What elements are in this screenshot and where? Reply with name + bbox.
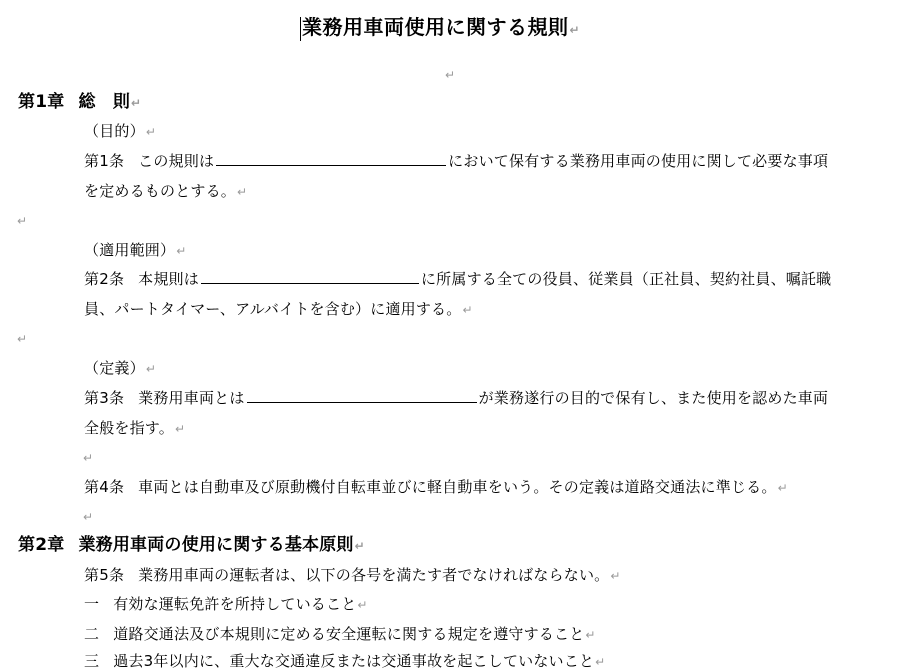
article-1-heading[interactable] bbox=[84, 121, 156, 142]
list-item-number: 二 bbox=[84, 625, 100, 643]
chapter-label: 第1章 bbox=[18, 92, 65, 112]
article-text: 車両とは自動車及び原動機付自転車並びに軽自動車をいう。その定義は道路交通法に準じる。 bbox=[138, 478, 777, 496]
paragraph-mark: ↵ bbox=[569, 23, 581, 37]
article-number: 第3条 bbox=[84, 389, 125, 407]
article-text-pre: この規則は bbox=[138, 152, 215, 170]
paragraph-mark: ↵ bbox=[585, 628, 596, 642]
list-item[interactable] bbox=[84, 651, 605, 672]
article-number: 第1条 bbox=[84, 152, 125, 170]
chapter-title: 総 則 bbox=[78, 92, 131, 112]
article-1-continuation[interactable] bbox=[84, 181, 247, 202]
paragraph-mark: ↵ bbox=[610, 569, 621, 583]
article-3-heading[interactable] bbox=[84, 358, 156, 379]
paragraph-mark: ↵ bbox=[176, 244, 187, 258]
article-3-text[interactable] bbox=[84, 388, 828, 408]
article-text-pre: 本規則は bbox=[138, 270, 199, 288]
list-item-number: 三 bbox=[84, 652, 100, 670]
paragraph-mark: ↵ bbox=[83, 451, 94, 465]
document-title-line[interactable] bbox=[300, 14, 580, 43]
empty-paragraph[interactable] bbox=[16, 210, 27, 231]
article-text-post: が業務遂行の目的で保有し、また使用を認めた車両 bbox=[478, 389, 829, 407]
paragraph-mark: ↵ bbox=[145, 362, 157, 376]
paragraph-mark: ↵ bbox=[131, 96, 142, 110]
article-1-text[interactable] bbox=[84, 151, 828, 171]
article-text-pre: 業務用車両とは bbox=[138, 389, 245, 407]
list-item[interactable] bbox=[84, 594, 368, 615]
article-5-text[interactable] bbox=[84, 565, 621, 586]
text-cursor bbox=[300, 17, 301, 41]
article-heading: （目的） bbox=[84, 122, 145, 140]
article-text-cont: 員、パートタイマー、アルバイトを含む）に適用する。 bbox=[84, 300, 462, 318]
article-text-cont: 全般を指す。 bbox=[84, 419, 175, 437]
paragraph-mark: ↵ bbox=[237, 185, 248, 199]
paragraph-mark: ↵ bbox=[354, 539, 365, 553]
article-2-continuation[interactable] bbox=[84, 299, 473, 320]
paragraph-mark: ↵ bbox=[357, 598, 368, 612]
article-heading: （定義） bbox=[84, 359, 145, 377]
article-text-cont: を定めるものとする。 bbox=[84, 182, 237, 200]
article-3-continuation[interactable] bbox=[84, 418, 185, 439]
chapter-title: 業務用車両の使用に関する基本原則 bbox=[78, 535, 354, 555]
paragraph-mark: ↵ bbox=[462, 303, 473, 317]
article-number: 第2条 bbox=[84, 270, 125, 288]
paragraph-mark: ↵ bbox=[175, 422, 186, 436]
paragraph-mark: ↵ bbox=[17, 214, 28, 228]
chapter-label: 第2章 bbox=[18, 535, 65, 555]
chapter-2-heading[interactable] bbox=[18, 534, 365, 557]
list-item-number: 一 bbox=[84, 595, 100, 613]
empty-paragraph[interactable] bbox=[82, 447, 93, 468]
paragraph-mark: ↵ bbox=[445, 68, 456, 82]
paragraph-mark: ↵ bbox=[145, 125, 157, 139]
empty-paragraph[interactable] bbox=[16, 328, 27, 349]
list-item[interactable] bbox=[84, 624, 596, 645]
paragraph-mark: ↵ bbox=[17, 332, 28, 346]
article-text-post: に所属する全ての役員、従業員（正社員、契約社員、嘱託職 bbox=[420, 270, 832, 288]
empty-paragraph[interactable] bbox=[444, 64, 455, 85]
article-2-heading[interactable] bbox=[84, 240, 186, 261]
article-text-post: において保有する業務用車両の使用に関して必要な事項 bbox=[448, 152, 829, 170]
article-number: 第4条 bbox=[84, 478, 125, 496]
paragraph-mark: ↵ bbox=[777, 481, 788, 495]
empty-paragraph[interactable] bbox=[82, 506, 93, 527]
fill-in-blank[interactable] bbox=[216, 151, 446, 166]
list-item-text: 道路交通法及び本規則に定める安全運転に関する規定を遵守すること bbox=[113, 625, 585, 643]
document-title: 業務用車両使用に関する規則 bbox=[302, 15, 569, 39]
paragraph-mark: ↵ bbox=[83, 510, 94, 524]
article-4-text[interactable] bbox=[84, 477, 788, 498]
fill-in-blank[interactable] bbox=[201, 269, 419, 284]
list-item-text: 過去3年以内に、重大な交通違反または交通事故を起こしていないこと bbox=[113, 652, 595, 670]
article-text: 業務用車両の運転者は、以下の各号を満たす者でなければならない。 bbox=[138, 566, 610, 584]
article-number: 第5条 bbox=[84, 566, 125, 584]
list-item-text: 有効な運転免許を所持していること bbox=[113, 595, 357, 613]
paragraph-mark: ↵ bbox=[595, 655, 606, 669]
article-2-text[interactable] bbox=[84, 269, 831, 289]
article-heading: （適用範囲） bbox=[84, 241, 176, 259]
fill-in-blank[interactable] bbox=[247, 388, 477, 403]
chapter-1-heading[interactable] bbox=[18, 91, 141, 114]
